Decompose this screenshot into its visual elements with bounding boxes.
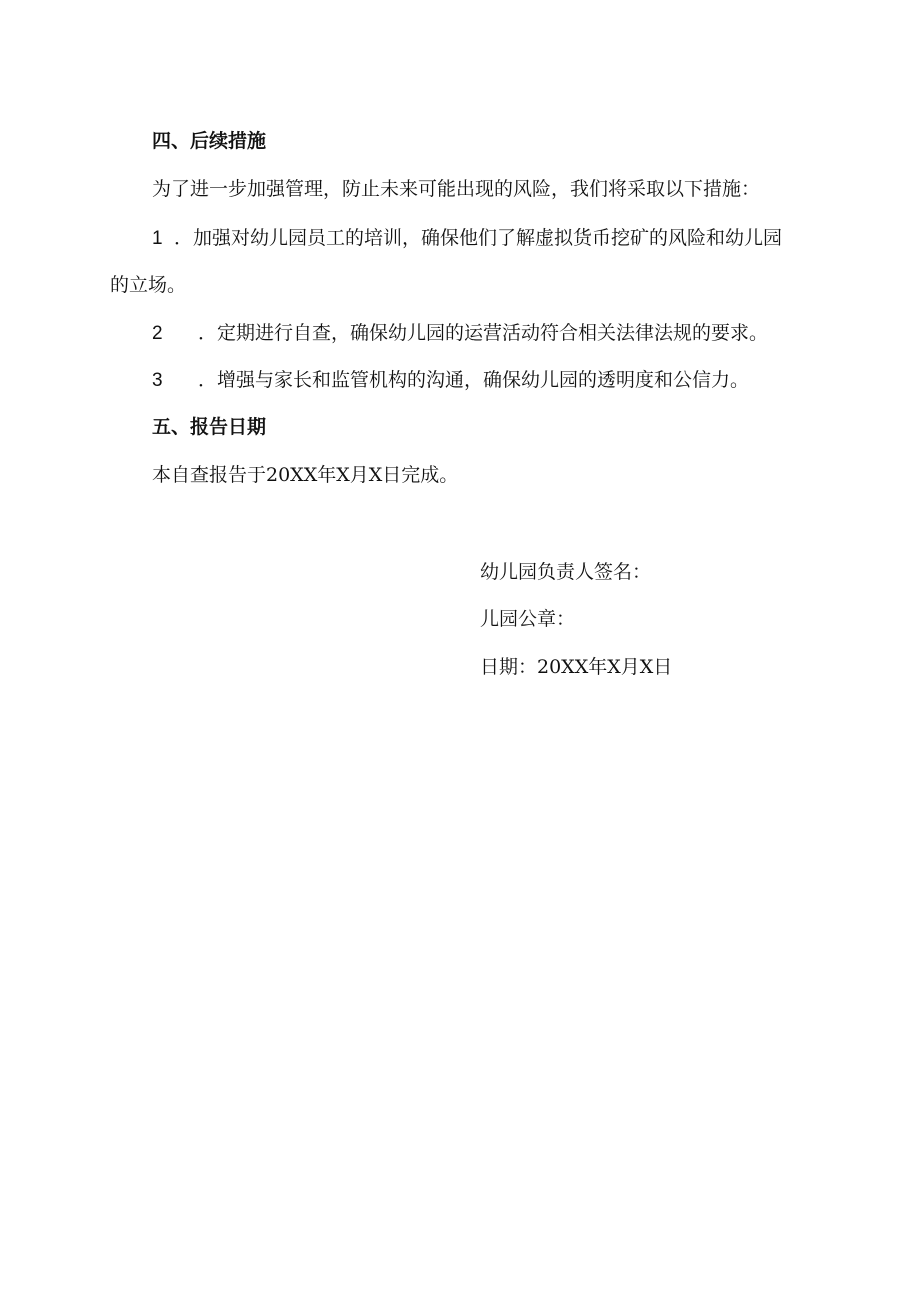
measure-item-text: ．定期进行自查，确保幼儿园的运营活动符合相关法律法规的要求。	[198, 322, 769, 344]
section5-heading: 五、报告日期	[152, 416, 267, 438]
measure-item-number: 3	[152, 370, 163, 391]
principal-signature-label: 幼儿园负责人签名：	[480, 561, 652, 583]
measure-item-1	[152, 226, 782, 251]
section4-intro: 为了进一步加强管理，防止未来可能出现的风险，我们将采取以下措施：	[152, 178, 761, 200]
signature-date: 日期：20XX年X月X日	[480, 656, 673, 678]
measure-item-3	[152, 368, 749, 393]
measure-item-number: 2	[152, 323, 163, 344]
report-date-statement: 本自查报告于20XX年X月X日完成。	[152, 464, 459, 486]
section4-heading: 四、后续措施	[152, 130, 267, 152]
measure-item-2	[152, 321, 768, 346]
measure-item-text: ．增强与家长和监管机构的沟通，确保幼儿园的透明度和公信力。	[198, 369, 750, 391]
measure-item-1-continuation: 的立场。	[110, 274, 187, 296]
measure-item-text: ．加强对幼儿园员工的培训，确保他们了解虚拟货币挖矿的风险和幼儿园	[174, 227, 783, 249]
measure-item-number: 1	[152, 228, 163, 249]
kindergarten-seal-label: 儿园公章：	[480, 608, 576, 630]
